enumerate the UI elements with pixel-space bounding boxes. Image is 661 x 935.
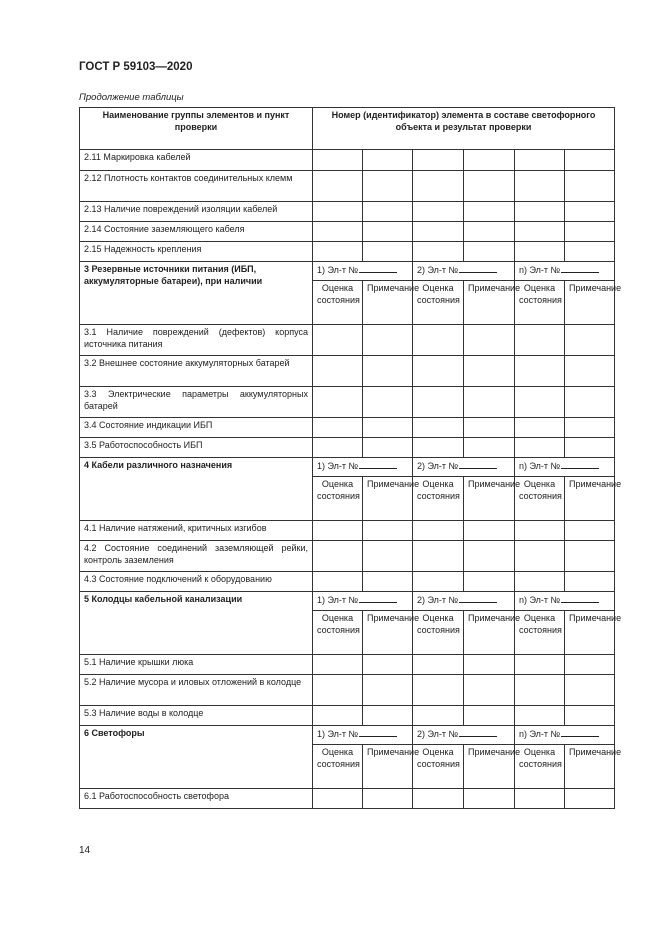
check-item: 6.1 Работоспособность светофора xyxy=(80,789,313,809)
element-header: 1) Эл-т № xyxy=(313,262,413,281)
subheader-assessment: Оценка состояния xyxy=(515,477,565,521)
subheader-note: Примечание xyxy=(464,745,515,789)
subheader-assessment: Оценка состояния xyxy=(313,611,363,655)
inspection-table xyxy=(79,107,622,809)
subheader-note: Примечание xyxy=(464,281,515,325)
check-item: 3.4 Состояние индикации ИБП xyxy=(80,418,313,438)
column-header-group: Наименование группы элементов и пункт проверки xyxy=(80,108,313,150)
check-item: 3.3 Электрические параметры аккумуляторных батарей xyxy=(80,387,313,418)
subheader-assessment: Оценка состояния xyxy=(313,281,363,325)
subheader-assessment: Оценка состояния xyxy=(515,745,565,789)
check-item: 2.11 Маркировка кабелей xyxy=(80,150,313,171)
section-title: 5 Колодцы кабельной канализации xyxy=(80,592,313,655)
subheader-note: Примечание xyxy=(363,477,413,521)
subheader-assessment: Оценка состояния xyxy=(413,477,464,521)
subheader-assessment: Оценка состояния xyxy=(413,281,464,325)
element-header: 1) Эл-т № xyxy=(313,458,413,477)
check-item: 2.12 Плотность контактов соединительных клемм xyxy=(80,171,313,202)
check-item: 5.1 Наличие крышки люка xyxy=(80,655,313,675)
element-header: n) Эл-т № xyxy=(515,592,615,611)
subheader-note: Примечание xyxy=(565,745,615,789)
element-header: n) Эл-т № xyxy=(515,262,615,281)
subheader-note: Примечание xyxy=(565,281,615,325)
check-item: 3.2 Внешнее состояние аккумуляторных батарей xyxy=(80,356,313,387)
subheader-assessment: Оценка состояния xyxy=(413,745,464,789)
check-item: 5.3 Наличие воды в колодце xyxy=(80,706,313,726)
element-header: n) Эл-т № xyxy=(515,458,615,477)
section-title: 3 Резервные источники питания (ИБП, аккумуляторные батареи), при наличии xyxy=(80,262,313,325)
check-item: 3.5 Работоспособность ИБП xyxy=(80,438,313,458)
page-number: 14 xyxy=(79,845,91,856)
table-continuation-label: Продолжение таблицы xyxy=(79,92,184,103)
section-title: 6 Светофоры xyxy=(80,726,313,789)
element-header: 1) Эл-т № xyxy=(313,592,413,611)
subheader-note: Примечание xyxy=(565,477,615,521)
subheader-assessment: Оценка состояния xyxy=(413,611,464,655)
element-header: 2) Эл-т № xyxy=(413,592,515,611)
check-item: 4.1 Наличие натяжений, критичных изгибов xyxy=(80,521,313,541)
subheader-note: Примечание xyxy=(565,611,615,655)
subheader-note: Примечание xyxy=(363,611,413,655)
subheader-note: Примечание xyxy=(363,745,413,789)
element-header: 2) Эл-т № xyxy=(413,262,515,281)
subheader-assessment: Оценка состояния xyxy=(313,477,363,521)
document-id-header: ГОСТ Р 59103—2020 xyxy=(79,61,193,73)
subheader-note: Примечание xyxy=(464,477,515,521)
element-header: 2) Эл-т № xyxy=(413,726,515,745)
element-header: 1) Эл-т № xyxy=(313,726,413,745)
subheader-assessment: Оценка состояния xyxy=(313,745,363,789)
check-item: 5.2 Наличие мусора и иловых отложений в колодце xyxy=(80,675,313,706)
check-item: 3.1 Наличие повреждений (дефектов) корпуса источника питания xyxy=(80,325,313,356)
column-header-elements: Номер (идентификатор) элемента в составе светофорного объекта и результат проверки xyxy=(313,108,615,150)
check-item: 2.15 Надежность крепления xyxy=(80,242,313,262)
check-item: 2.14 Состояние заземляющего кабеля xyxy=(80,222,313,242)
check-item: 2.13 Наличие повреждений изоляции кабелей xyxy=(80,202,313,222)
subheader-note: Примечание xyxy=(464,611,515,655)
subheader-assessment: Оценка состояния xyxy=(515,281,565,325)
subheader-assessment: Оценка состояния xyxy=(515,611,565,655)
element-header: n) Эл-т № xyxy=(515,726,615,745)
subheader-note: Примечание xyxy=(363,281,413,325)
check-item: 4.2 Состояние соединений заземляющей рейки, контроль заземления xyxy=(80,541,313,572)
check-item: 4.3 Состояние подключений к оборудованию xyxy=(80,572,313,592)
section-title: 4 Кабели различного назначения xyxy=(80,458,313,521)
element-header: 2) Эл-т № xyxy=(413,458,515,477)
